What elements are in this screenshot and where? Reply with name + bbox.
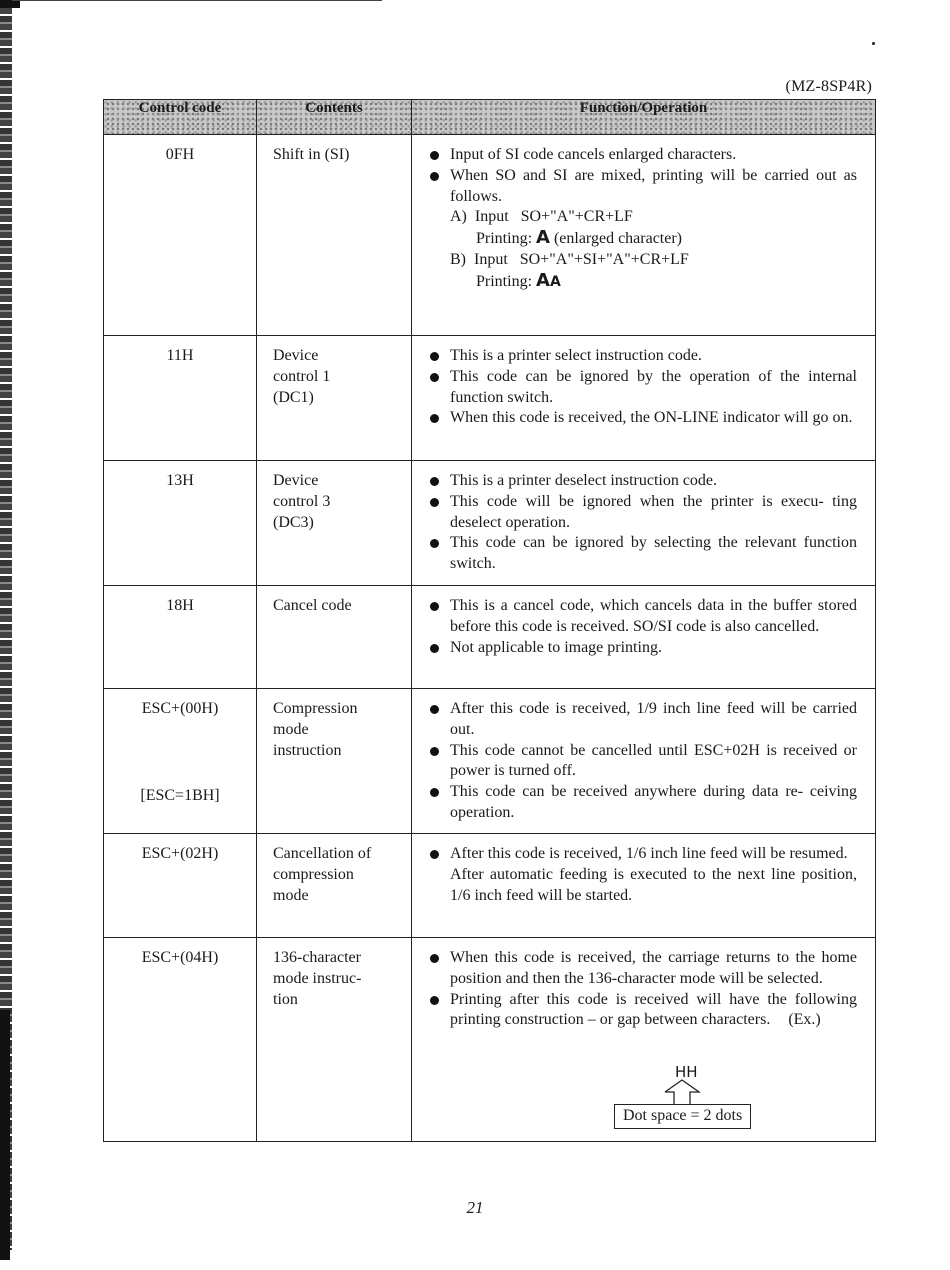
- contents-cell: [257, 461, 412, 586]
- contents-cell: [257, 586, 412, 689]
- function-cell: [412, 135, 876, 336]
- table-row: [104, 938, 876, 1142]
- contents-line: Compression: [273, 700, 358, 717]
- function-bullets: [430, 699, 857, 824]
- control-code-cell: ESC+(04H): [104, 938, 257, 1142]
- table-row: [104, 135, 876, 336]
- table-row: [104, 689, 876, 834]
- function-bullets: [430, 145, 857, 207]
- contents-line: Cancellation of: [273, 845, 372, 862]
- contents-line: mode: [273, 720, 309, 738]
- contents-line: control 1: [273, 367, 331, 385]
- function-bullet: This code can be received anywhere during data re- ceiving operation.: [430, 782, 857, 824]
- function-bullets: [430, 471, 857, 575]
- function-bullet: Input of SI code cancels enlarged characters.: [430, 145, 857, 166]
- example-b-input: B) Input SO+"A"+SI+"A"+CR+LF: [450, 250, 689, 268]
- function-note: After automatic feeding is executed to the next line position, 1/6 inch feed will be started.: [450, 865, 857, 904]
- contents-cell: [257, 336, 412, 461]
- control-code: ESC+(00H): [141, 700, 219, 717]
- enlarged-character-glyph: A: [536, 227, 550, 249]
- example-b-printing: [430, 271, 857, 293]
- contents-cell: [257, 834, 412, 938]
- function-bullet: When this code is received, the ON-LINE indicator will go on.: [430, 408, 857, 429]
- contents-line: mode instruc-: [273, 969, 362, 987]
- contents-line: Device: [273, 347, 319, 364]
- enlarged-character-glyph: A: [536, 269, 550, 291]
- contents-line: Cancel code: [273, 597, 352, 614]
- page-number: 21: [466, 1198, 484, 1217]
- example-a-input: A) Input SO+"A"+CR+LF: [450, 208, 633, 226]
- normal-character-glyph: A: [549, 273, 561, 290]
- scan-binding-edge-lower: [0, 1010, 10, 1260]
- contents-line: tion: [273, 990, 298, 1008]
- function-bullet: [430, 990, 857, 1032]
- contents-cell: [257, 689, 412, 834]
- table-row: [104, 336, 876, 461]
- function-bullet: This is a printer deselect instruction code.: [430, 471, 857, 492]
- table-header-row: [104, 100, 876, 135]
- contents-line: Shift in (SI): [273, 146, 350, 163]
- contents-line: (DC3): [273, 513, 314, 531]
- function-bullets: [430, 596, 857, 658]
- table-row: [104, 461, 876, 586]
- control-code-cell: 18H: [104, 586, 257, 689]
- contents-line: Device: [273, 472, 319, 489]
- function-cell: [412, 586, 876, 689]
- function-bullet: This code can be ignored by the operation of the internal function switch.: [430, 367, 857, 409]
- contents-cell: [257, 135, 412, 336]
- function-bullets: [430, 346, 857, 429]
- control-code-note: [ESC=1BH]: [140, 786, 220, 804]
- control-code-cell: 0FH: [104, 135, 257, 336]
- function-bullets: [430, 948, 857, 1031]
- scan-corner-mark: [0, 0, 20, 8]
- function-bullet: This code can be ignored by selecting the relevant function switch.: [430, 533, 857, 575]
- control-code-cell: 11H: [104, 336, 257, 461]
- function-bullet: Not applicable to image printing.: [430, 638, 857, 659]
- control-code-cell: 13H: [104, 461, 257, 586]
- header-function-operation: Function/Operation: [412, 100, 876, 135]
- function-cell: [412, 689, 876, 834]
- scan-top-line: [12, 0, 382, 1]
- function-cell: [412, 834, 876, 938]
- table-row: [104, 586, 876, 689]
- control-code-cell: ESC+(02H): [104, 834, 257, 938]
- function-bullet: This code will be ignored when the printer is execu- ting deselect operation.: [430, 492, 857, 534]
- header-contents: Contents: [257, 100, 412, 135]
- example-a-printing: [430, 228, 857, 250]
- function-bullet: This is a cancel code, which cancels data in the buffer stored before this code is received. SO/SI code is also cancelled.: [430, 596, 857, 638]
- printing-label: Printing:: [476, 272, 533, 290]
- function-bullets: [430, 844, 857, 865]
- contents-line: control 3: [273, 492, 331, 510]
- contents-line: (DC1): [273, 388, 314, 406]
- function-cell: [412, 336, 876, 461]
- printing-result: (enlarged character): [553, 230, 683, 248]
- function-cell: [412, 938, 876, 1142]
- function-bullet: This is a printer select instruction code.: [430, 346, 857, 367]
- function-bullet: When this code is received, the carriage returns to the home position and then the 136-character mode will be selected.: [430, 948, 857, 990]
- function-bullet: When SO and SI are mixed, printing will be carried out as follows.: [430, 166, 857, 208]
- function-bullet-text: Printing after this code is received will have the following printing construction – or gap between characters.: [450, 990, 857, 1029]
- contents-line: compression: [273, 865, 354, 883]
- contents-cell: [257, 938, 412, 1142]
- function-cell: [412, 461, 876, 586]
- control-code-table: [103, 99, 876, 1142]
- control-code-cell: [104, 689, 257, 834]
- function-bullet: After this code is received, 1/6 inch line feed will be resumed.: [430, 844, 857, 865]
- table-row: [104, 834, 876, 938]
- printing-label: Printing:: [476, 230, 533, 248]
- dot-space-caption: Dot space = 2 dots: [614, 1104, 751, 1129]
- document-model-id: (MZ-8SP4R): [785, 78, 872, 95]
- contents-line: mode: [273, 886, 309, 904]
- example-sample-text: HH: [675, 1063, 698, 1081]
- header-control-code: Control code: [104, 100, 257, 135]
- contents-line: 136-character: [273, 949, 361, 966]
- contents-line: instruction: [273, 741, 342, 759]
- scan-speck: [872, 42, 875, 45]
- function-bullet: This code cannot be cancelled until ESC+02H is received or power is turned off.: [430, 741, 857, 783]
- function-bullet: After this code is received, 1/9 inch line feed will be carried out.: [430, 699, 857, 741]
- example-label: (Ex.): [788, 1011, 821, 1029]
